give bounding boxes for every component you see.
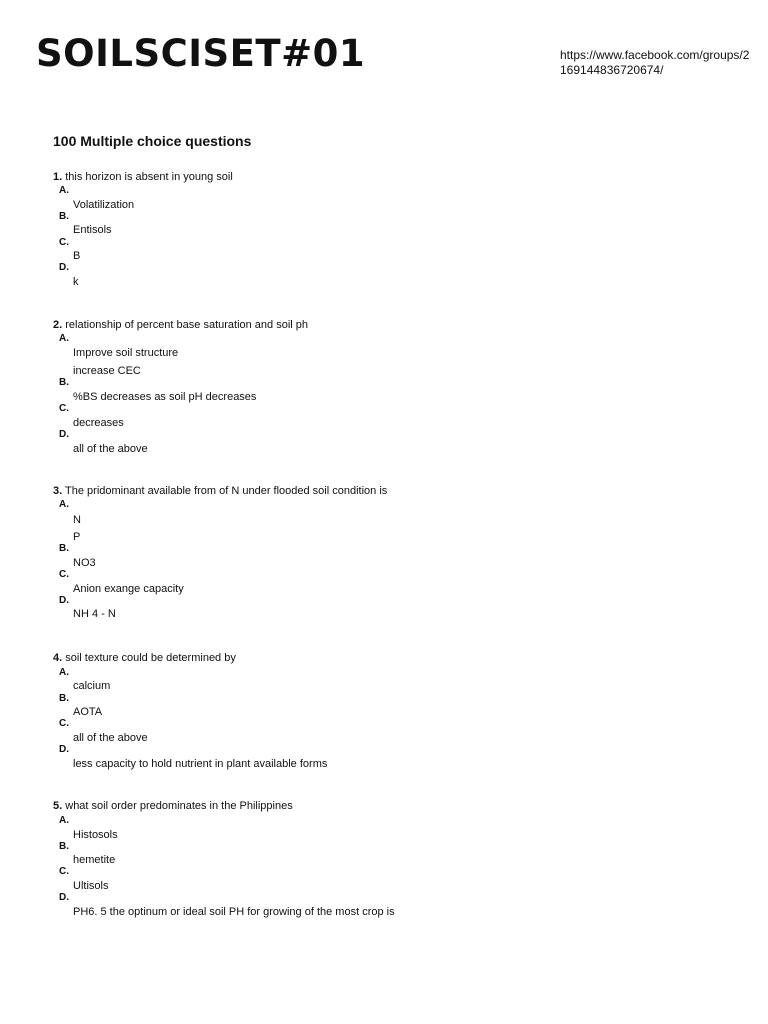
answer-line[interactable]: calcium xyxy=(73,680,111,692)
answer-line[interactable]: N xyxy=(73,514,81,526)
option-letter-a: A. xyxy=(59,185,69,196)
answer-line[interactable]: decreases xyxy=(73,417,124,429)
option-letter-c: C. xyxy=(59,569,69,580)
answer-line[interactable]: k xyxy=(73,276,79,288)
answer-line[interactable]: Ultisols xyxy=(73,880,109,892)
question-number: 3. xyxy=(53,485,63,497)
answer-line[interactable]: NH 4 - N xyxy=(73,608,116,620)
question-stem xyxy=(53,484,387,498)
answer-line[interactable]: less capacity to hold nutrient in plant available forms xyxy=(73,758,328,770)
quiz-subtitle: 100 Multiple choice questions xyxy=(53,133,252,149)
option-letter-b: B. xyxy=(59,543,69,554)
option-letter-d: D. xyxy=(59,262,69,273)
question-number: 5. xyxy=(53,800,63,812)
option-letter-d: D. xyxy=(59,744,69,755)
source-group-link[interactable]: https://www.facebook.com/groups/2169144836720674/ xyxy=(560,48,750,77)
option-letter-b: B. xyxy=(59,211,69,222)
answer-line[interactable]: NO3 xyxy=(73,557,96,569)
question-stem xyxy=(53,170,233,184)
answer-line[interactable]: Entisols xyxy=(73,224,112,236)
answer-line[interactable]: B xyxy=(73,250,81,262)
option-letter-a: A. xyxy=(59,499,69,510)
question-number: 4. xyxy=(53,652,63,664)
question-number: 1. xyxy=(53,171,63,183)
option-letter-b: B. xyxy=(59,693,69,704)
option-letter-c: C. xyxy=(59,718,69,729)
option-letter-b: B. xyxy=(59,841,69,852)
question-stem xyxy=(53,799,293,813)
option-letter-a: A. xyxy=(59,667,69,678)
option-letter-b: B. xyxy=(59,377,69,388)
option-letter-d: D. xyxy=(59,892,69,903)
answer-line[interactable]: increase CEC xyxy=(73,365,141,377)
answer-line[interactable]: PH6. 5 the optinum or ideal soil PH for growing of the most crop is xyxy=(73,906,395,918)
answer-line[interactable]: all of the above xyxy=(73,732,148,744)
question-number: 2. xyxy=(53,319,63,331)
option-letter-c: C. xyxy=(59,237,69,248)
answer-line[interactable]: Improve soil structure xyxy=(73,347,179,359)
answer-line[interactable]: %BS decreases as soil pH decreases xyxy=(73,391,257,403)
option-letter-d: D. xyxy=(59,595,69,606)
question-stem xyxy=(53,651,236,665)
document-title: SOILSCISET#01 xyxy=(36,32,366,75)
answer-line[interactable]: all of the above xyxy=(73,443,148,455)
option-letter-a: A. xyxy=(59,333,69,344)
question-text: what soil order predominates in the Philippines xyxy=(65,800,293,812)
question-text: this horizon is absent in young soil xyxy=(65,171,233,183)
answer-line[interactable]: AOTA xyxy=(73,706,103,718)
option-letter-a: A. xyxy=(59,815,69,826)
question-stem xyxy=(53,318,308,332)
question-text: soil texture could be determined by xyxy=(65,652,236,664)
answer-line[interactable]: P xyxy=(73,531,81,543)
answer-line[interactable]: Anion exange capacity xyxy=(73,583,184,595)
option-letter-c: C. xyxy=(59,866,69,877)
option-letter-c: C. xyxy=(59,403,69,414)
question-text: relationship of percent base saturation and soil ph xyxy=(65,319,309,331)
option-letter-d: D. xyxy=(59,429,69,440)
answer-line[interactable]: Histosols xyxy=(73,829,118,841)
answer-line[interactable]: hemetite xyxy=(73,854,116,866)
answer-line[interactable]: Volatilization xyxy=(73,199,135,211)
question-text: The pridominant available from of N under flooded soil condition is xyxy=(65,485,388,497)
